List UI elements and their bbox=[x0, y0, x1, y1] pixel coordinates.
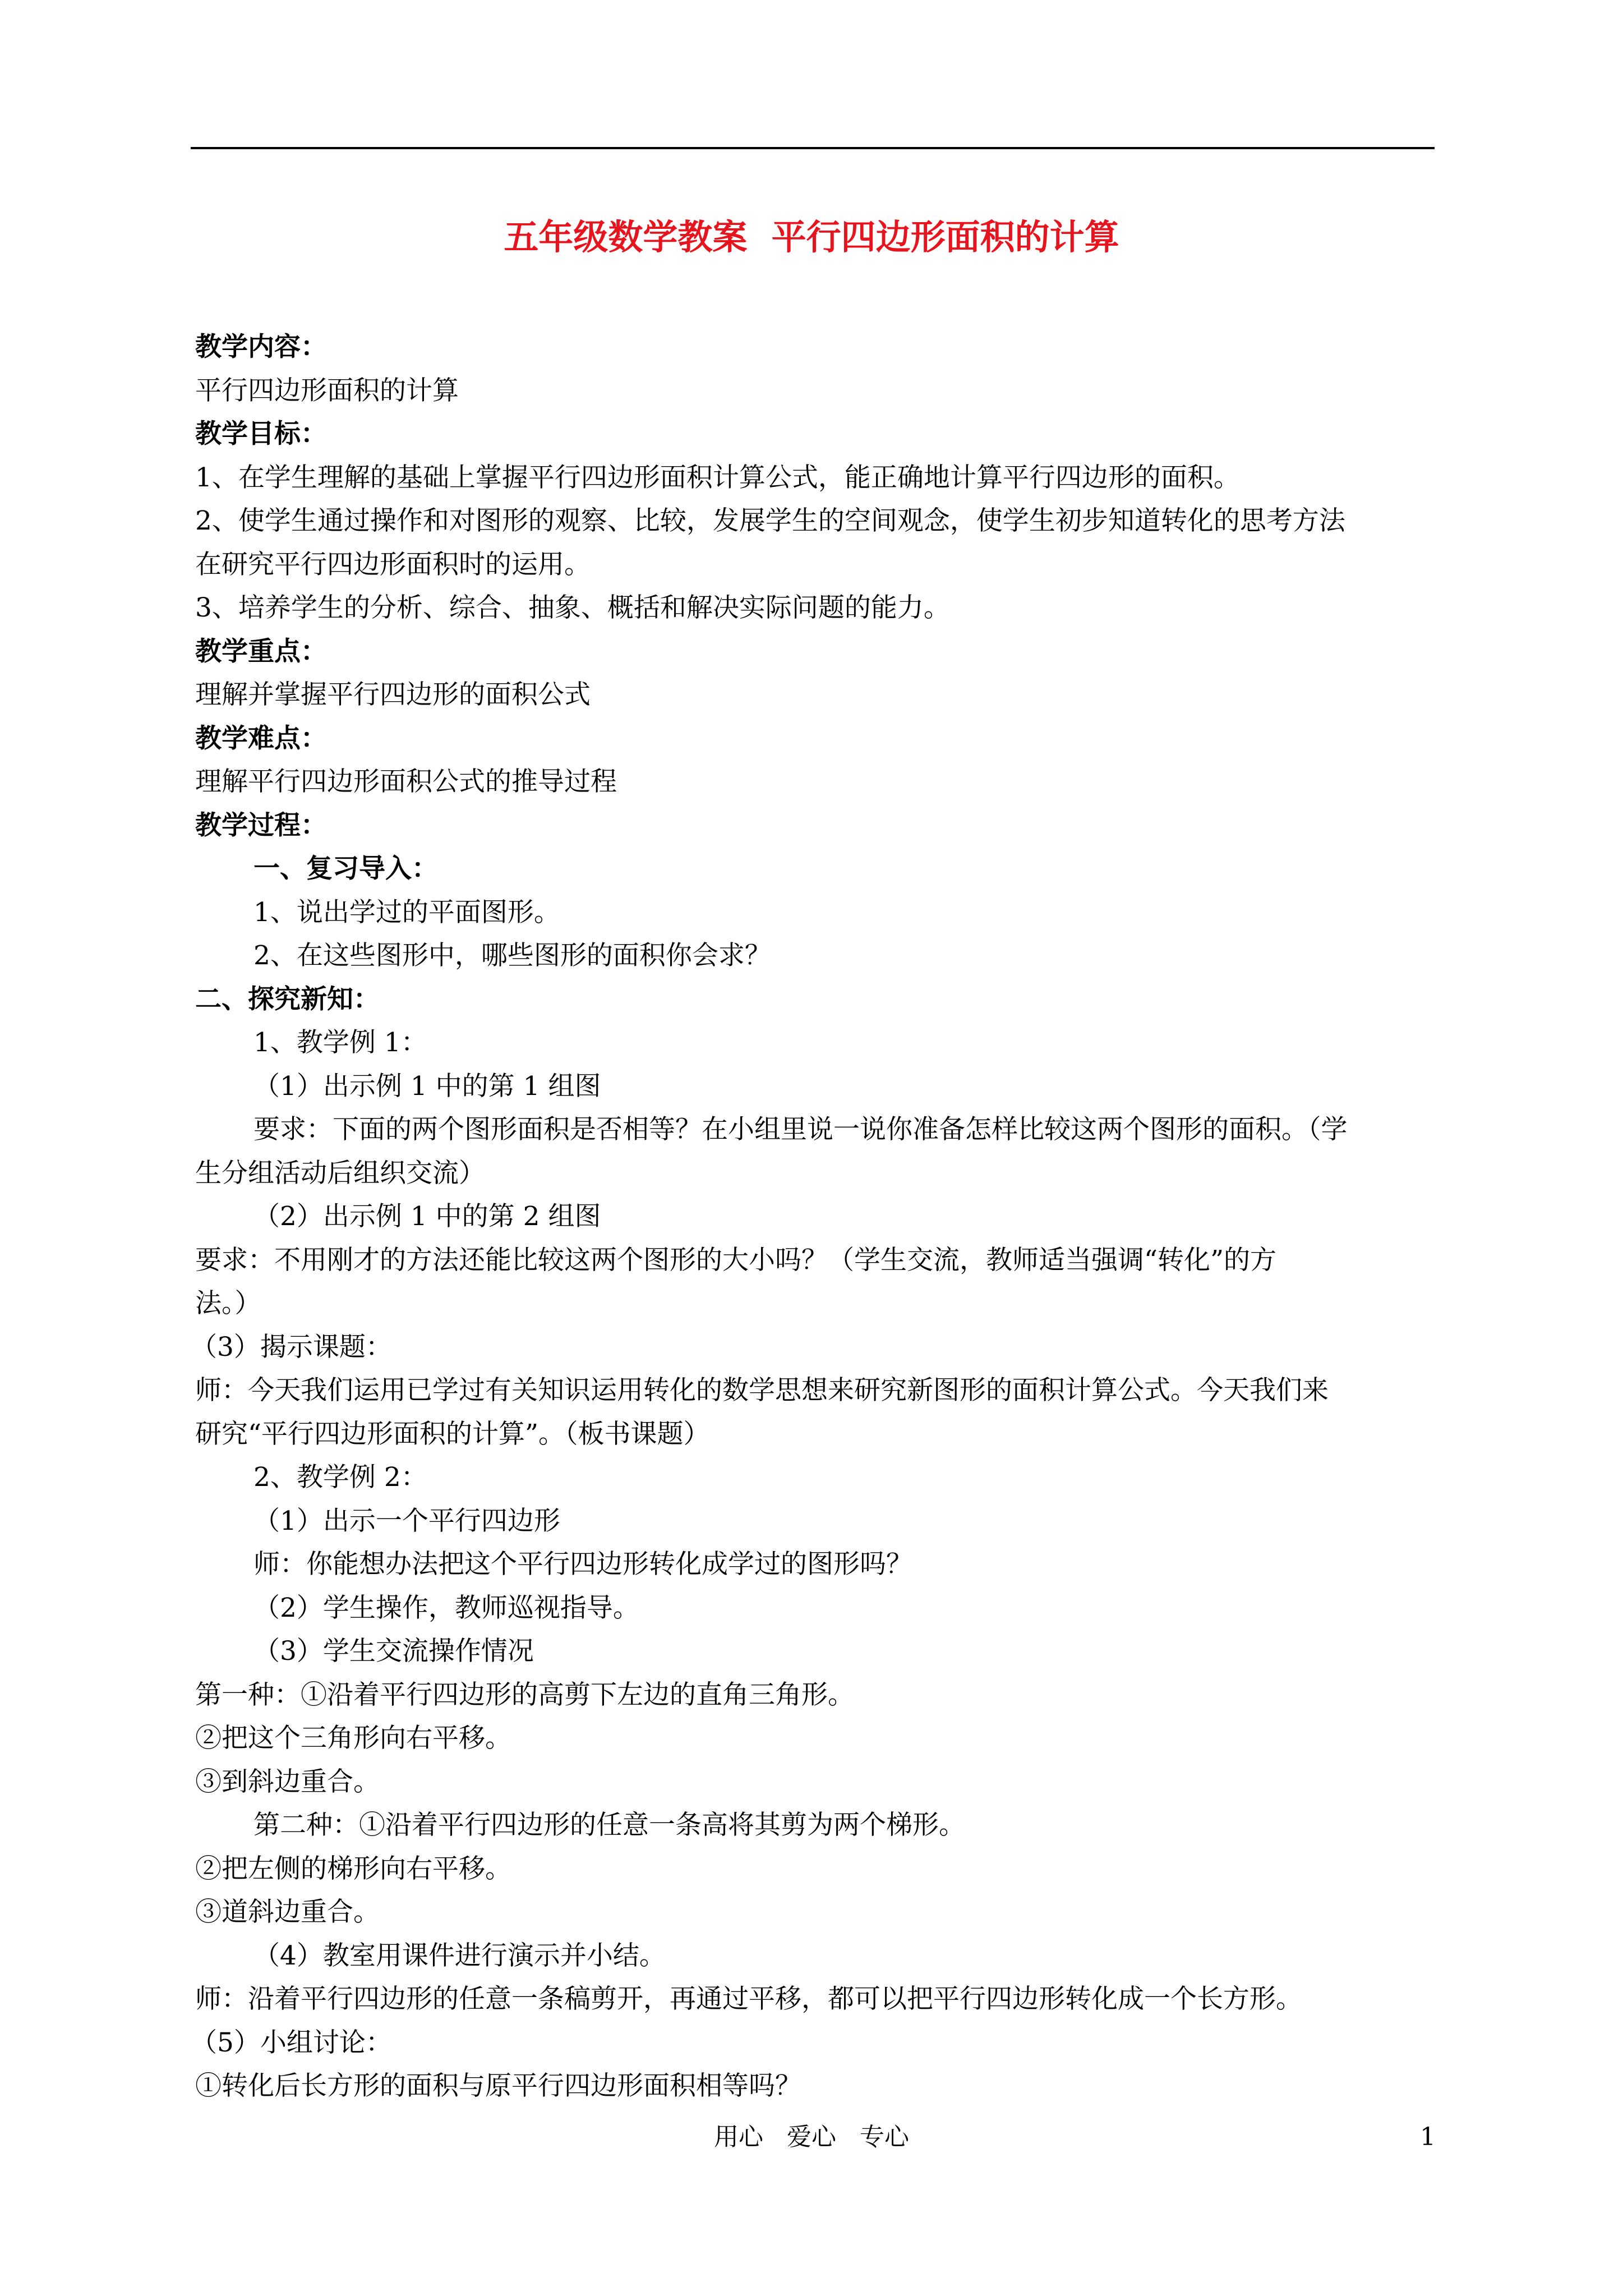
paragraph-line: 师：今天我们运用已学过有关知识运用转化的数学思想来研究新图形的面积计算公式。今天我们来 bbox=[195, 1375, 1329, 1406]
paragraph-line: 理解平行四边形面积公式的推导过程 bbox=[195, 766, 617, 797]
paragraph-line: 1、在学生理解的基础上掌握平行四边形面积计算公式，能正确地计算平行四边形的面积。 bbox=[195, 462, 1240, 493]
paragraph-line: 研究“平行四边形面积的计算”。（板书课题） bbox=[195, 1418, 710, 1450]
paragraph-line: 3、培养学生的分析、综合、抽象、概括和解决实际问题的能力。 bbox=[195, 592, 950, 623]
section-heading-process: 教学过程： bbox=[195, 809, 327, 841]
paragraph-line: （1）出示一个平行四边形 bbox=[253, 1505, 560, 1536]
footer-motto: 用心 爱心 专心 bbox=[714, 2123, 909, 2151]
paragraph-line: ②把左侧的梯形向右平移。 bbox=[195, 1853, 511, 1884]
paragraph-line: ③道斜边重合。 bbox=[195, 1897, 380, 1927]
paragraph-line: ①转化后长方形的面积与原平行四边形面积相等吗？ bbox=[195, 2070, 801, 2101]
section-heading-content: 教学内容： bbox=[195, 332, 327, 362]
paragraph-line: ②把这个三角形向右平移。 bbox=[195, 1723, 511, 1754]
paragraph-line: 要求：下面的两个图形面积是否相等？在小组里说一说你准备怎样比较这两个图形的面积。（学 bbox=[253, 1114, 1348, 1145]
paragraph-line: 2、在这些图形中，哪些图形的面积你会求？ bbox=[253, 940, 771, 971]
paragraph-line: 在研究平行四边形面积时的运用。 bbox=[195, 549, 591, 580]
paragraph-line: 理解并掌握平行四边形的面积公式 bbox=[195, 679, 591, 710]
paragraph-line: 生分组活动后组织交流） bbox=[195, 1157, 485, 1189]
paragraph-line: 师：你能想办法把这个平行四边形转化成学过的图形吗？ bbox=[253, 1549, 912, 1580]
header-rule bbox=[191, 147, 1435, 149]
section-heading-difficulties: 教学难点： bbox=[195, 723, 327, 754]
paragraph-line: 平行四边形面积的计算 bbox=[195, 375, 459, 406]
document-body bbox=[191, 325, 1440, 2108]
paragraph-line: （4）教室用课件进行演示并小结。 bbox=[253, 1940, 666, 1971]
paragraph-line: ③到斜边重合。 bbox=[195, 1766, 380, 1797]
document-title: 五年级数学教案 平行四边形面积的计算 bbox=[504, 217, 1119, 257]
paragraph-line: 1、说出学过的平面图形。 bbox=[253, 896, 560, 928]
paragraph-line: 第二种：①沿着平行四边形的任意一条高将其剪为两个梯形。 bbox=[253, 1810, 965, 1841]
paragraph-line: （1）出示例 1 中的第 1 组图 bbox=[253, 1070, 601, 1102]
section-heading-objectives: 教学目标： bbox=[195, 418, 327, 449]
paragraph-line: 要求：不用刚才的方法还能比较这两个图形的大小吗？（学生交流，教师适当强调“转化”的方 bbox=[195, 1244, 1277, 1276]
paragraph-line: （5）小组讨论： bbox=[191, 2027, 392, 2058]
paragraph-line: 2、教学例 2： bbox=[253, 1462, 427, 1493]
paragraph-line: （2）学生操作，教师巡视指导。 bbox=[253, 1592, 639, 1623]
subsection-heading-review: 一、复习导入： bbox=[253, 853, 438, 884]
paragraph-line: 师：沿着平行四边形的任意一条稿剪开，再通过平移，都可以把平行四边形转化成一个长方形。 bbox=[195, 1984, 1302, 2014]
section-heading-key-points: 教学重点： bbox=[195, 636, 327, 667]
paragraph-line: 第一种：①沿着平行四边形的高剪下左边的直角三角形。 bbox=[195, 1679, 854, 1710]
paragraph-line: （2）出示例 1 中的第 2 组图 bbox=[253, 1201, 601, 1232]
page-number: 1 bbox=[1420, 2123, 1436, 2151]
paragraph-line: 2、使学生通过操作和对图形的观察、比较，发展学生的空间观念，使学生初步知道转化的思考方法 bbox=[195, 505, 1345, 536]
paragraph-line: （3）学生交流操作情况 bbox=[253, 1636, 534, 1667]
paragraph-line: （3）揭示课题： bbox=[191, 1331, 392, 1363]
paragraph-line: 法。） bbox=[195, 1288, 261, 1319]
paragraph-line: 1、教学例 1： bbox=[253, 1027, 427, 1058]
subsection-heading-explore: 二、探究新知： bbox=[195, 983, 380, 1015]
